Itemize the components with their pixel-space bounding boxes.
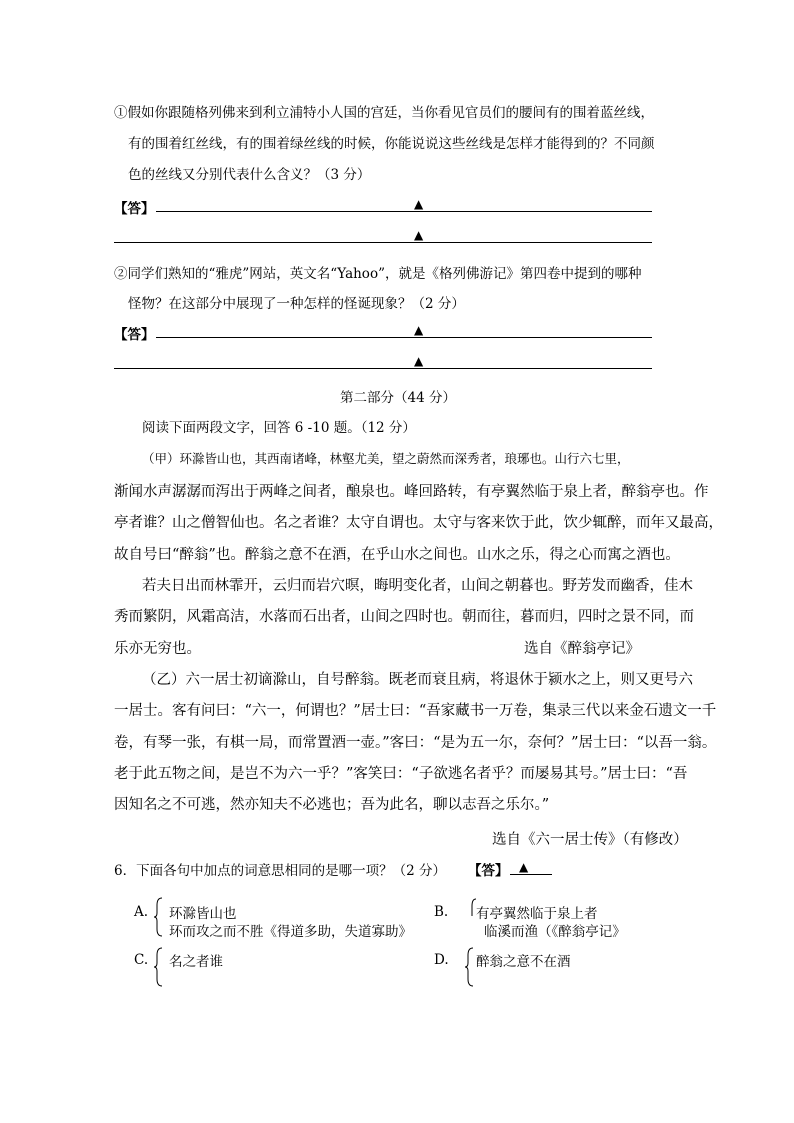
q6-option-d-brace <box>464 947 474 987</box>
q1-triangle-1: ▲ <box>414 197 424 211</box>
yi-line2: 一居士。客有问曰：“六一，何谓也？”居士曰：“吾家藏书一万卷，集录三代以来金石遗文一千 <box>114 703 717 719</box>
q6-answer-line[interactable] <box>510 874 552 875</box>
q2-triangle-2: ▲ <box>414 354 424 368</box>
q2-line1: ②同学们熟知的“雅虎”网站，英文名“Yahoo”，就是《格列佛游记》第四卷中提到的哪种 <box>114 266 642 282</box>
yi-line5: 因知名之不可逃，然亦知夫不必逃也；吾为此名，聊以志吾之乐尔。” <box>114 797 550 813</box>
q2-answer-label: 【答】 <box>114 327 155 343</box>
jia-line2: 渐闻水声潺潺而泻出于两峰之间者，酿泉也。峰回路转，有亭翼然临于泉上者，醉翁亭也。作 <box>114 484 709 500</box>
q6-option-c-label[interactable]: C. <box>134 952 149 968</box>
q6-option-a-brace <box>153 897 163 937</box>
q6-option-b-sentence2: 临溪而渔（《醉翁亭记》 <box>484 924 626 940</box>
q6-option-a-label[interactable]: A. <box>134 904 149 920</box>
yi-line3: 卷，有琴一张，有棋一局，而常置酒一壶。”客曰：“是为五一尔，奈何？”居士曰：“以吾一翁。 <box>114 735 717 751</box>
reading-intro: 阅读下面两段文字，回答 6 -10 题。（12 分） <box>142 420 416 436</box>
q6-option-c-sentence1: 名之者谁 <box>169 954 223 970</box>
q6-option-c-brace <box>153 947 163 987</box>
q1-answer-line-2[interactable] <box>114 242 652 243</box>
yi-source: 选自《六一居士传》（有修改） <box>492 832 688 848</box>
yi-line1: （乙）六一居士初谪滁山，自号醉翁。既老而衰且病，将退休于颍水之上，则又更号六 <box>142 672 693 688</box>
q1-line1: ①假如你跟随格列佛来到利立浦特小人国的宫廷，当你看见官员们的腰间有的围着蓝丝线， <box>114 105 654 121</box>
q6-answer-label: 【答】 <box>468 863 509 879</box>
q6-option-b-label[interactable]: B. <box>434 904 449 920</box>
jia-line3: 亭者谁？山之僧智仙也。名之者谁？太守自谓也。太守与客来饮于此，饮少辄醉，而年又最高， <box>114 515 723 531</box>
jia-line5: 若夫日出而林霏开，云归而岩穴暝，晦明变化者，山间之朝暮也。野芳发而幽香，佳木 <box>142 578 693 594</box>
jia-line4: 故自号曰“醉翁”也。醉翁之意不在酒，在乎山水之间也。山水之乐，得之心而寓之酒也。 <box>114 547 680 563</box>
q6-option-d-sentence1: 醉翁之意不在酒 <box>476 954 571 970</box>
part2-title: 第二部分（44 分） <box>340 390 456 406</box>
q6-option-a-sentence1: 环滁皆山也 <box>169 906 237 922</box>
q6-stem: 6．下面各句中加点的词意思相同的是哪一项？（2 分） <box>114 863 446 879</box>
q1-line2: 有的围着红丝线，有的围着绿丝线的时候，你能说说这些丝线是怎样才能得到的？不同颜 <box>128 136 655 152</box>
jia-line6: 秀而繁阴，风霜高洁，水落而石出者，山间之四时也。朝而往，暮而归，四时之景不同，而 <box>114 609 694 625</box>
q6-option-d-label[interactable]: D. <box>434 952 449 968</box>
q1-answer-line-1[interactable] <box>156 211 652 212</box>
q1-answer-label: 【答】 <box>114 201 155 217</box>
jia-line7: 乐亦无穷也。 <box>114 641 201 657</box>
jia-source: 选自《醉翁亭记》 <box>524 641 640 657</box>
q1-line3: 色的丝线又分别代表什么含义？（3 分） <box>128 167 371 183</box>
q2-answer-line-2[interactable] <box>114 368 652 369</box>
q2-answer-line-1[interactable] <box>156 337 652 338</box>
q2-line2: 怪物？在这部分中展现了一种怎样的怪诞现象？（2 分） <box>128 296 465 312</box>
jia-line1: （甲）环滁皆山也，其西南诸峰，林壑尤美，望之蔚然而深秀者，琅琊也。山行六七里， <box>142 451 630 466</box>
q1-triangle-2: ▲ <box>414 228 424 242</box>
yi-line4: 老于此五物之间，是岂不为六一乎？”客笑曰：“子欲逃名者乎？而屡易其号。”居士曰：“吾 <box>114 766 688 782</box>
q6-option-b-sentence1: 有亭翼然临于泉上者 <box>476 906 598 922</box>
q2-triangle-1: ▲ <box>414 323 424 337</box>
q6-option-a-sentence2: 环而攻之而不胜《得道多助，失道寡助》 <box>169 924 412 940</box>
q6-triangle: ▲ <box>519 860 529 874</box>
